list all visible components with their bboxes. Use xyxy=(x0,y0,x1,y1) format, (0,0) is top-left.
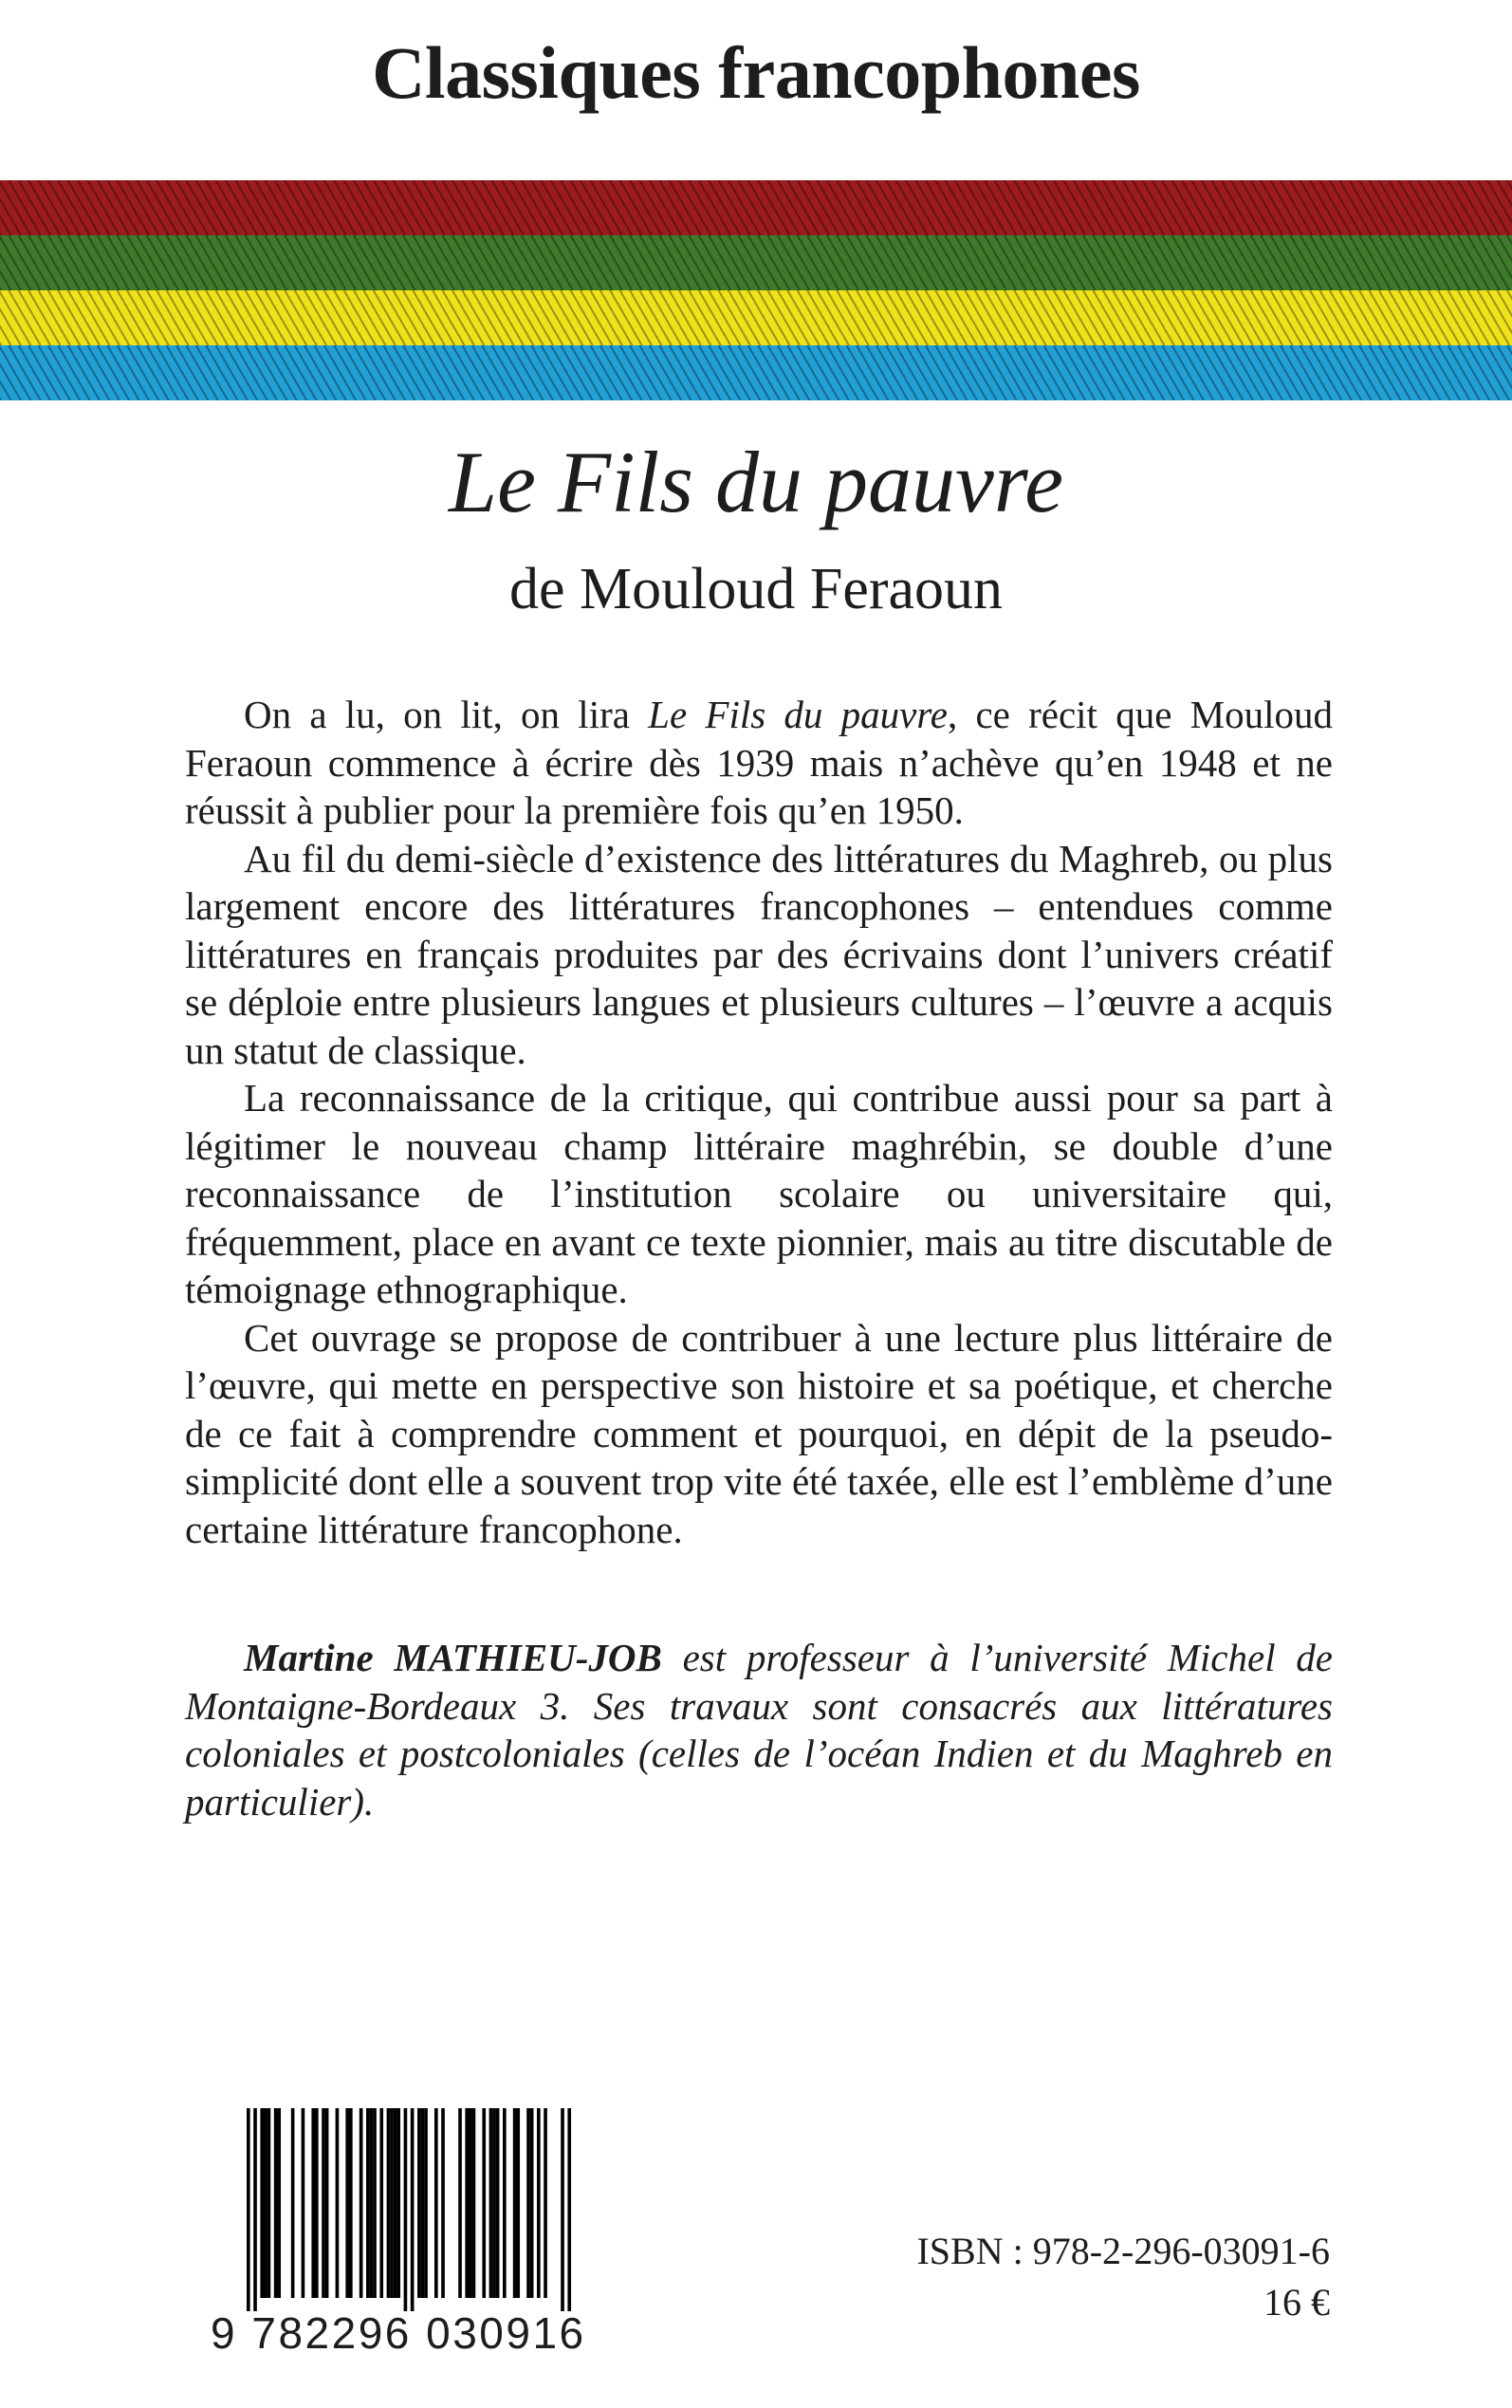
barcode-bar xyxy=(267,2108,271,2298)
barcode-bar xyxy=(390,2108,394,2298)
barcode-bars xyxy=(211,2108,595,2325)
barcode-bar xyxy=(379,2108,383,2298)
barcode-bar xyxy=(260,2108,264,2298)
barcode-bar xyxy=(264,2108,267,2298)
barcode-digits: 9 782296 030916 xyxy=(211,2311,595,2355)
color-band xyxy=(0,180,1512,400)
barcode-bar xyxy=(526,2108,530,2298)
paragraph-1-start: On a lu, on lit, on lira xyxy=(244,693,649,736)
barcode-bar xyxy=(496,2108,500,2298)
bio-paragraph xyxy=(185,1634,1333,1825)
author-line: de Mouloud Feraoun xyxy=(508,557,1004,621)
barcode-bar xyxy=(253,2108,257,2323)
barcode-bar xyxy=(311,2108,315,2298)
barcode-bar xyxy=(345,2108,349,2298)
barcode-bar xyxy=(421,2108,425,2298)
barcode-bar xyxy=(336,2108,340,2298)
description-paragraph-1 xyxy=(185,691,1333,835)
barcode-bar xyxy=(274,2108,278,2298)
barcode-bar xyxy=(394,2108,397,2298)
price: 16 € xyxy=(1263,2281,1330,2324)
barcode-bar xyxy=(396,2108,400,2298)
description-paragraph-3: La reconnaissance de la critique, qui contribue aussi pour sa part à légitimer le nouveau champ littéraire maghrébin, se double d’une reconnaissance de l’institution scolaire ou universitaire qui, fréquemment, place en avant ce texte pionnier, mais au titre discutable de témoignage ethnographique. xyxy=(185,1076,1333,1311)
barcode-bar xyxy=(458,2108,462,2298)
blue-stripe xyxy=(0,345,1512,400)
barcode-bar xyxy=(315,2108,319,2298)
isbn: ISBN : 978-2-296-03091-6 xyxy=(916,2230,1330,2272)
barcode-bar xyxy=(472,2108,476,2298)
barcode-bar xyxy=(404,2108,408,2323)
barcode-bar xyxy=(302,2108,305,2298)
barcode-bar xyxy=(516,2108,520,2298)
barcode-bar xyxy=(387,2108,391,2298)
barcode-bar xyxy=(291,2108,295,2298)
barcode-bar xyxy=(561,2108,564,2323)
barcode-bar xyxy=(492,2108,496,2298)
barcode-bar xyxy=(513,2108,517,2298)
book-title: Le Fils du pauvre xyxy=(448,434,1064,530)
barcode-bar xyxy=(366,2108,370,2298)
barcode-bar xyxy=(411,2108,415,2323)
barcode-bar xyxy=(417,2108,421,2298)
barcode-bar xyxy=(325,2108,329,2298)
barcode xyxy=(211,2108,595,2357)
barcode-bar xyxy=(465,2108,469,2298)
barcode-bar xyxy=(424,2108,428,2298)
barcode-bar xyxy=(434,2108,438,2298)
back-cover-description xyxy=(185,691,1333,1553)
paragraph-1-end: , ce récit que Mouloud Feraoun commence à écrire dès 1939 mais n’achève qu’en 1948 et ne réussit à publier pour la première fois qu’en 1950. xyxy=(185,693,1333,832)
barcode-bar xyxy=(360,2108,363,2298)
description-paragraph-2: Au fil du demi-siècle d’existence des littératures du Maghreb, ou plus largement encore des littératures francophones – entendues comme littératures en français produites par des écrivains dont l’univers créatif se déploie entre plusieurs langues et plusieurs cultures – l’œuvre a acquis un statut de classique. xyxy=(185,836,1333,1072)
barcode-bar xyxy=(370,2108,374,2298)
barcode-bar xyxy=(322,2108,325,2298)
barcode-bar xyxy=(530,2108,534,2298)
author-bio xyxy=(185,1634,1333,1825)
series-title: Classiques francophones xyxy=(372,31,1140,114)
barcode-bar xyxy=(277,2108,281,2298)
bio-author-name: Martine MATHIEU-JOB xyxy=(244,1636,662,1679)
barcode-bar xyxy=(489,2108,493,2298)
barcode-bar xyxy=(544,2108,547,2298)
red-stripe xyxy=(0,180,1512,235)
barcode-bar xyxy=(247,2108,250,2323)
barcode-bar xyxy=(441,2108,445,2298)
inline-book-title: Le Fils du pauvre xyxy=(648,693,948,736)
barcode-bar xyxy=(537,2108,541,2298)
barcode-bar xyxy=(373,2108,377,2298)
barcode-bar xyxy=(503,2108,507,2298)
barcode-bar xyxy=(567,2108,571,2323)
green-stripe xyxy=(0,235,1512,290)
barcode-bar xyxy=(469,2108,472,2298)
yellow-stripe xyxy=(0,290,1512,345)
description-paragraph-4: Cet ouvrage se propose de contribuer à une lecture plus littéraire de l’œuvre, qui mette en perspective son histoire et sa poétique, et cherche de ce fait à comprendre comment et pourquoi, en dépit de la pseudo-simplicité dont elle a souvent trop vite été taxée, elle est l’emblème d’une certaine littérature francophone. xyxy=(185,1315,1333,1551)
barcode-bar xyxy=(349,2108,353,2298)
barcode-bar xyxy=(482,2108,486,2298)
bio-text: est professeur à l’université Michel de Montaigne-Bordeaux 3. Ses travaux sont consacrés aux littératures coloniales et postcoloniales (celles de l’océan Indien et du Maghreb en particulier). xyxy=(185,1636,1333,1824)
